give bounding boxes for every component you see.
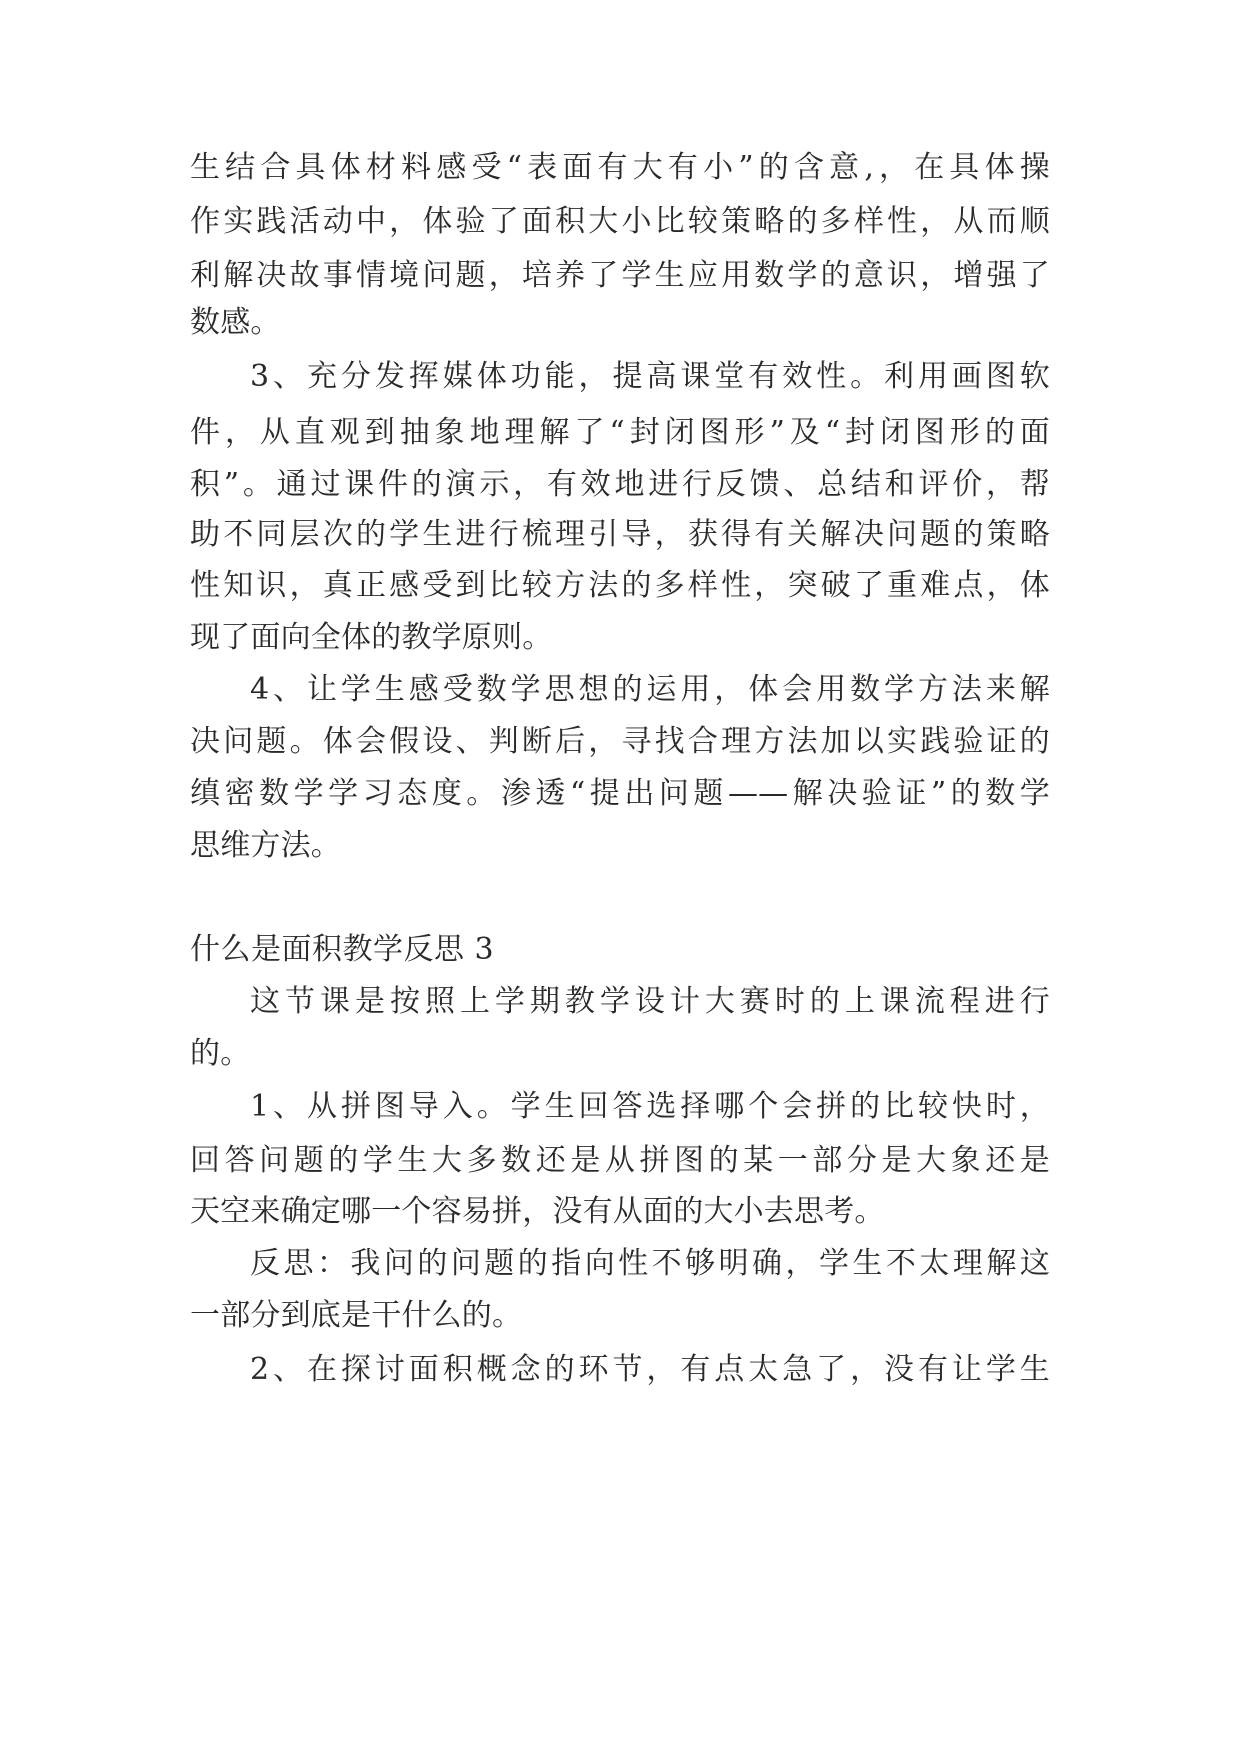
text-line: 这节课是按照上学期教学设计大赛时的上课流程进行	[250, 984, 1050, 1019]
text-line: 回答问题的学生大多数还是从拼图的某一部分是大象还是	[190, 1143, 1050, 1178]
section-heading: 什么是面积教学反思 3	[190, 932, 495, 967]
text-line: 决问题。体会假设、判断后，寻找合理方法加以实践验证的	[190, 724, 1050, 759]
text-line: 缜密数学学习态度。渗透“提出问题——解决验证”的数学	[190, 776, 1050, 811]
text-line: 现了面向全体的教学原则。	[190, 620, 553, 655]
text-line: 一部分到底是干什么的。	[190, 1298, 523, 1333]
text-line: 利解决故事情境问题，培养了学生应用数学的意识，增强了	[190, 258, 1050, 293]
text-line: 1、从拼图导入。学生回答选择哪个会拼的比较快时，	[250, 1089, 1050, 1124]
text-line: 4、让学生感受数学思想的运用，体会用数学方法来解	[250, 672, 1050, 707]
text-line: 性知识，真正感受到比较方法的多样性，突破了重难点，体	[190, 568, 1050, 603]
text-line: 积”。通过课件的演示，有效地进行反馈、总结和评价，帮	[190, 467, 1050, 502]
text-line: 助不同层次的学生进行梳理引导，获得有关解决问题的策略	[190, 517, 1050, 552]
text-line: 思维方法。	[190, 828, 341, 863]
text-line: 反思：我问的问题的指向性不够明确，学生不太理解这	[250, 1246, 1050, 1281]
text-line: 件，从直观到抽象地理解了“封闭图形”及“封闭图形的面	[190, 415, 1050, 450]
text-line: 作实践活动中，体验了面积大小比较策略的多样性，从而顺	[190, 204, 1050, 239]
text-line: 2、在探讨面积概念的环节，有点太急了，没有让学生	[250, 1352, 1050, 1387]
text-line: 3、充分发挥媒体功能，提高课堂有效性。利用画图软	[250, 359, 1050, 394]
text-line: 的。	[190, 1036, 251, 1071]
text-line: 数感。	[190, 305, 281, 340]
text-line: 生结合具体材料感受“表面有大有小”的含意,，在具体操	[190, 150, 1050, 185]
text-line: 天空来确定哪一个容易拼，没有从面的大小去思考。	[190, 1194, 885, 1229]
